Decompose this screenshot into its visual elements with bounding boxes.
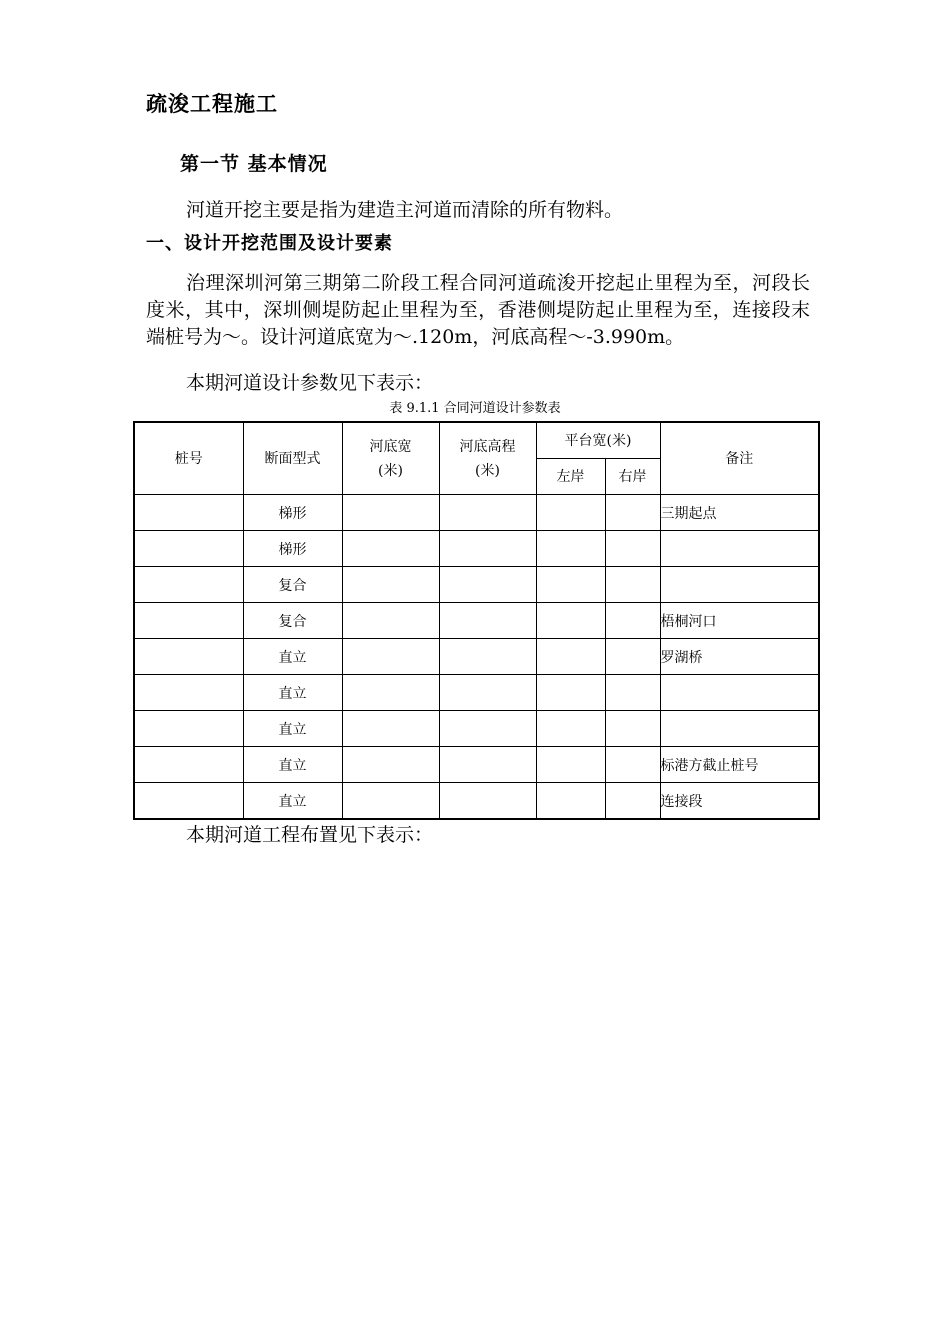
cell-pile <box>134 639 243 675</box>
table-row <box>134 783 819 820</box>
cell-bed-elevation <box>439 531 536 567</box>
cell-pile <box>134 747 243 783</box>
table-row <box>134 531 819 567</box>
cell-bed-width <box>342 675 439 711</box>
cell-pile <box>134 531 243 567</box>
cell-right-bank <box>605 603 660 639</box>
cell-section-type: 复合 <box>243 567 342 603</box>
cell-pile <box>134 567 243 603</box>
header-bed-width: 河底宽 (米) <box>342 422 439 495</box>
cell-left-bank <box>536 675 605 711</box>
cell-bed-width <box>342 603 439 639</box>
cell-left-bank <box>536 639 605 675</box>
cell-bed-width <box>342 711 439 747</box>
cell-bed-width <box>342 567 439 603</box>
header-bed-elevation: 河底高程 (米) <box>439 422 536 495</box>
header-left-bank: 左岸 <box>536 459 605 495</box>
table-row <box>134 639 819 675</box>
cell-bed-width <box>342 747 439 783</box>
cell-bed-elevation <box>439 747 536 783</box>
cell-section-type: 梯形 <box>243 531 342 567</box>
cell-right-bank <box>605 639 660 675</box>
cell-right-bank <box>605 567 660 603</box>
section-title: 第一节 基本情况 <box>180 153 328 175</box>
cell-pile <box>134 603 243 639</box>
header-section-type: 断面型式 <box>243 422 342 495</box>
cell-right-bank <box>605 495 660 531</box>
cell-bed-width <box>342 531 439 567</box>
cell-left-bank <box>536 567 605 603</box>
cell-pile <box>134 675 243 711</box>
cell-left-bank <box>536 531 605 567</box>
cell-bed-elevation <box>439 639 536 675</box>
cell-right-bank <box>605 711 660 747</box>
table-row <box>134 567 819 603</box>
table-row <box>134 675 819 711</box>
cell-section-type: 直立 <box>243 675 342 711</box>
cell-bed-elevation <box>439 783 536 820</box>
layout-intro-paragraph: 本期河道工程布置见下表示： <box>186 824 434 846</box>
header-right-bank: 右岸 <box>605 459 660 495</box>
design-parameters-table <box>133 421 820 820</box>
cell-bed-elevation <box>439 675 536 711</box>
heading-design-scope: 一、设计开挖范围及设计要素 <box>146 233 393 254</box>
cell-section-type: 复合 <box>243 603 342 639</box>
cell-remarks <box>660 531 819 567</box>
cell-left-bank <box>536 495 605 531</box>
table-row <box>134 495 819 531</box>
cell-bed-elevation <box>439 603 536 639</box>
header-remarks: 备注 <box>660 422 819 495</box>
cell-remarks: 罗湖桥 <box>660 639 819 675</box>
table-row <box>134 747 819 783</box>
cell-left-bank <box>536 747 605 783</box>
table-caption: 表 9.1.1 合同河道设计参数表 <box>389 401 561 416</box>
cell-section-type: 梯形 <box>243 495 342 531</box>
cell-section-type: 直立 <box>243 639 342 675</box>
cell-section-type: 直立 <box>243 711 342 747</box>
cell-bed-width <box>342 783 439 820</box>
cell-remarks <box>660 567 819 603</box>
cell-right-bank <box>605 675 660 711</box>
table-row <box>134 603 819 639</box>
cell-right-bank <box>605 747 660 783</box>
cell-bed-width <box>342 495 439 531</box>
cell-section-type: 直立 <box>243 783 342 820</box>
cell-remarks: 标港方截止桩号 <box>660 747 819 783</box>
cell-left-bank <box>536 603 605 639</box>
cell-bed-elevation <box>439 711 536 747</box>
cell-remarks <box>660 711 819 747</box>
cell-pile <box>134 783 243 820</box>
cell-pile <box>134 495 243 531</box>
cell-section-type: 直立 <box>243 747 342 783</box>
document-title: 疏浚工程施工 <box>146 92 278 116</box>
table-row <box>134 711 819 747</box>
header-pile: 桩号 <box>134 422 243 495</box>
cell-bed-width <box>342 639 439 675</box>
cell-remarks: 三期起点 <box>660 495 819 531</box>
table-intro-paragraph: 本期河道设计参数见下表示： <box>186 372 434 394</box>
intro-paragraph: 河道开挖主要是指为建造主河道而清除的所有物料。 <box>186 199 624 221</box>
cell-right-bank <box>605 783 660 820</box>
scope-paragraph: 治理深圳河第三期第二阶段工程合同河道疏浚开挖起止里程为至，河段长度米，其中，深圳侧堤防起止里程为至，香港侧堤防起止里程为至，连接段末端桩号为～。设计河道底宽为～.120m，河底高程～-3.990m。 <box>146 272 810 348</box>
header-platform-width: 平台宽(米) <box>536 422 660 459</box>
cell-bed-elevation <box>439 567 536 603</box>
cell-remarks: 连接段 <box>660 783 819 820</box>
cell-left-bank <box>536 783 605 820</box>
cell-bed-elevation <box>439 495 536 531</box>
cell-right-bank <box>605 531 660 567</box>
cell-left-bank <box>536 711 605 747</box>
cell-pile <box>134 711 243 747</box>
cell-remarks: 梧桐河口 <box>660 603 819 639</box>
cell-remarks <box>660 675 819 711</box>
